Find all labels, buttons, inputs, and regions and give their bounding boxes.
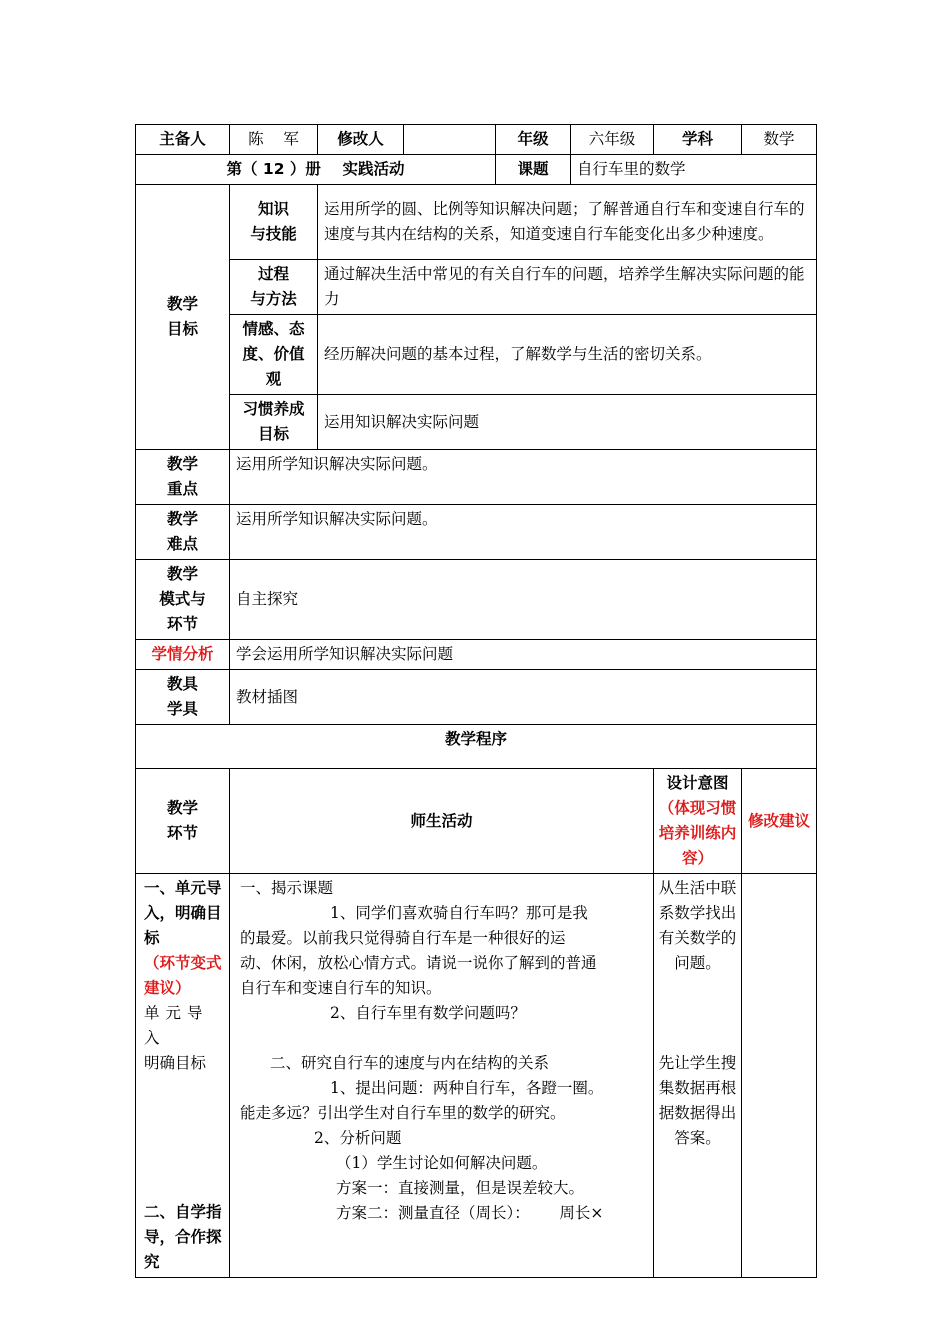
focus-row: [136, 450, 817, 505]
activity-cell: [230, 874, 654, 1278]
emotion-label: 情感、态 度、价值 观: [230, 315, 318, 395]
activity-column-header: 师生活动: [230, 769, 654, 874]
activity-line: 2、自行车里有数学问题吗？: [330, 1004, 526, 1022]
design-line: 有关数学的: [658, 929, 737, 947]
activity-line: 自行车和变速自行车的知识。: [240, 979, 442, 997]
focus-text: 运用所学知识解决实际问题。: [230, 450, 817, 505]
design-cell: [654, 874, 742, 1278]
subject-value: 数学: [742, 125, 817, 155]
process-label: 过程 与方法: [230, 260, 318, 315]
stage-1-title: 一、单元导 入，明确目 标: [144, 879, 222, 947]
topic-value: 自行车里的数学: [571, 155, 817, 185]
activity-line: 二、研究自行车的速度与内在结构的关系: [270, 1054, 550, 1072]
knowledge-text: 运用所学的圆、比例等知识解决问题；了解普通自行车和变速自行车的速度与其内在结构的关系，知道变速自行车能变化出多少种速度。: [318, 185, 817, 260]
design-line: 先让学生搜: [658, 1054, 737, 1072]
tools-row: [136, 670, 817, 725]
difficulty-text: 运用所学知识解决实际问题。: [230, 505, 817, 560]
stage-1-variant-note: （环节变式 建议）: [144, 954, 222, 997]
procedure-header-row: [136, 769, 817, 874]
activity-line: 1、同学们喜欢骑自行车吗？那可是我: [330, 904, 588, 922]
design-line: 系数学找出: [658, 904, 737, 922]
focus-label: 教学 重点: [136, 450, 230, 505]
activity-line: 方案一：直接测量，但是误差较大。: [336, 1179, 585, 1197]
design-line: 集数据再根: [658, 1079, 737, 1097]
objectives-label: 教学 目标: [136, 185, 230, 450]
grade-label: 年级: [496, 125, 571, 155]
lead-label: 主备人: [136, 125, 230, 155]
objective-emotion-row: [136, 315, 817, 395]
procedure-body-row: [136, 874, 817, 1278]
procedure-title-row: [136, 725, 817, 769]
design-line: 从生活中联: [658, 879, 737, 897]
procedure-title: 教学程序: [136, 725, 817, 769]
activity-line: 2、分析问题: [314, 1129, 402, 1147]
knowledge-label: 知识 与技能: [230, 185, 318, 260]
habit-label: 习惯养成 目标: [230, 395, 318, 450]
mode-label: 教学 模式与 环节: [136, 560, 230, 640]
mode-row: [136, 560, 817, 640]
emotion-text: 经历解决问题的基本过程，了解数学与生活的密切关系。: [318, 315, 817, 395]
grade-value: 六年级: [571, 125, 654, 155]
header-row: [136, 125, 817, 155]
difficulty-label: 教学 难点: [136, 505, 230, 560]
design-line: 据数据得出: [658, 1104, 737, 1122]
stage-cell: [136, 874, 230, 1278]
analysis-text: 学会运用所学知识解决实际问题: [230, 640, 817, 670]
design-line: 答案。: [674, 1129, 721, 1147]
activity-line: 1、提出问题：两种自行车，各蹬一圈。: [330, 1079, 604, 1097]
tools-label: 教具 学具: [136, 670, 230, 725]
reviser-value: [404, 125, 496, 155]
stage-2-title: 二、自学指 导，合作探 究: [144, 1203, 222, 1271]
lead-value: 陈 军: [230, 125, 318, 155]
volume-row: [136, 155, 817, 185]
process-text: 通过解决生活中常见的有关自行车的问题，培养学生解决实际问题的能力: [318, 260, 817, 315]
design-line: 问题。: [674, 954, 721, 972]
subject-label: 学科: [654, 125, 742, 155]
tools-text: 教材插图: [230, 670, 817, 725]
analysis-label: 学情分析: [136, 640, 230, 670]
stage-1-summary: 单元导入 明确目标: [144, 1004, 209, 1072]
objective-process-row: [136, 260, 817, 315]
stage-column-header: 教学 环节: [136, 769, 230, 874]
objective-knowledge-row: [136, 185, 817, 260]
topic-label: 课题: [496, 155, 571, 185]
activity-line: 能走多远？引出学生对自行车里的数学的研究。: [240, 1104, 566, 1122]
lesson-plan-table: [135, 124, 817, 1278]
activity-line: 的最爱。以前我只觉得骑自行车是一种很好的运: [240, 929, 566, 947]
activity-line: （1）学生讨论如何解决问题。: [336, 1154, 548, 1172]
activity-line: 动、休闲，放松心情方式。请说一说你了解到的普通: [240, 954, 597, 972]
activity-line: 一、揭示课题: [240, 879, 334, 897]
suggestion-column-header: 修改建议: [742, 769, 817, 874]
difficulty-row: [136, 505, 817, 560]
design-column-header: 设计意图 （体现习惯 培养训练内 容）: [654, 769, 742, 874]
activity-line: 方案二：测量直径（周长）： 周长×: [336, 1204, 604, 1222]
reviser-label: 修改人: [318, 125, 404, 155]
habit-text: 运用知识解决实际问题: [318, 395, 817, 450]
mode-text: 自主探究: [230, 560, 817, 640]
suggestion-cell: [742, 874, 817, 1278]
analysis-row: [136, 640, 817, 670]
volume-title: 第（ 12 ）册 实践活动: [136, 155, 496, 185]
objective-habit-row: [136, 395, 817, 450]
